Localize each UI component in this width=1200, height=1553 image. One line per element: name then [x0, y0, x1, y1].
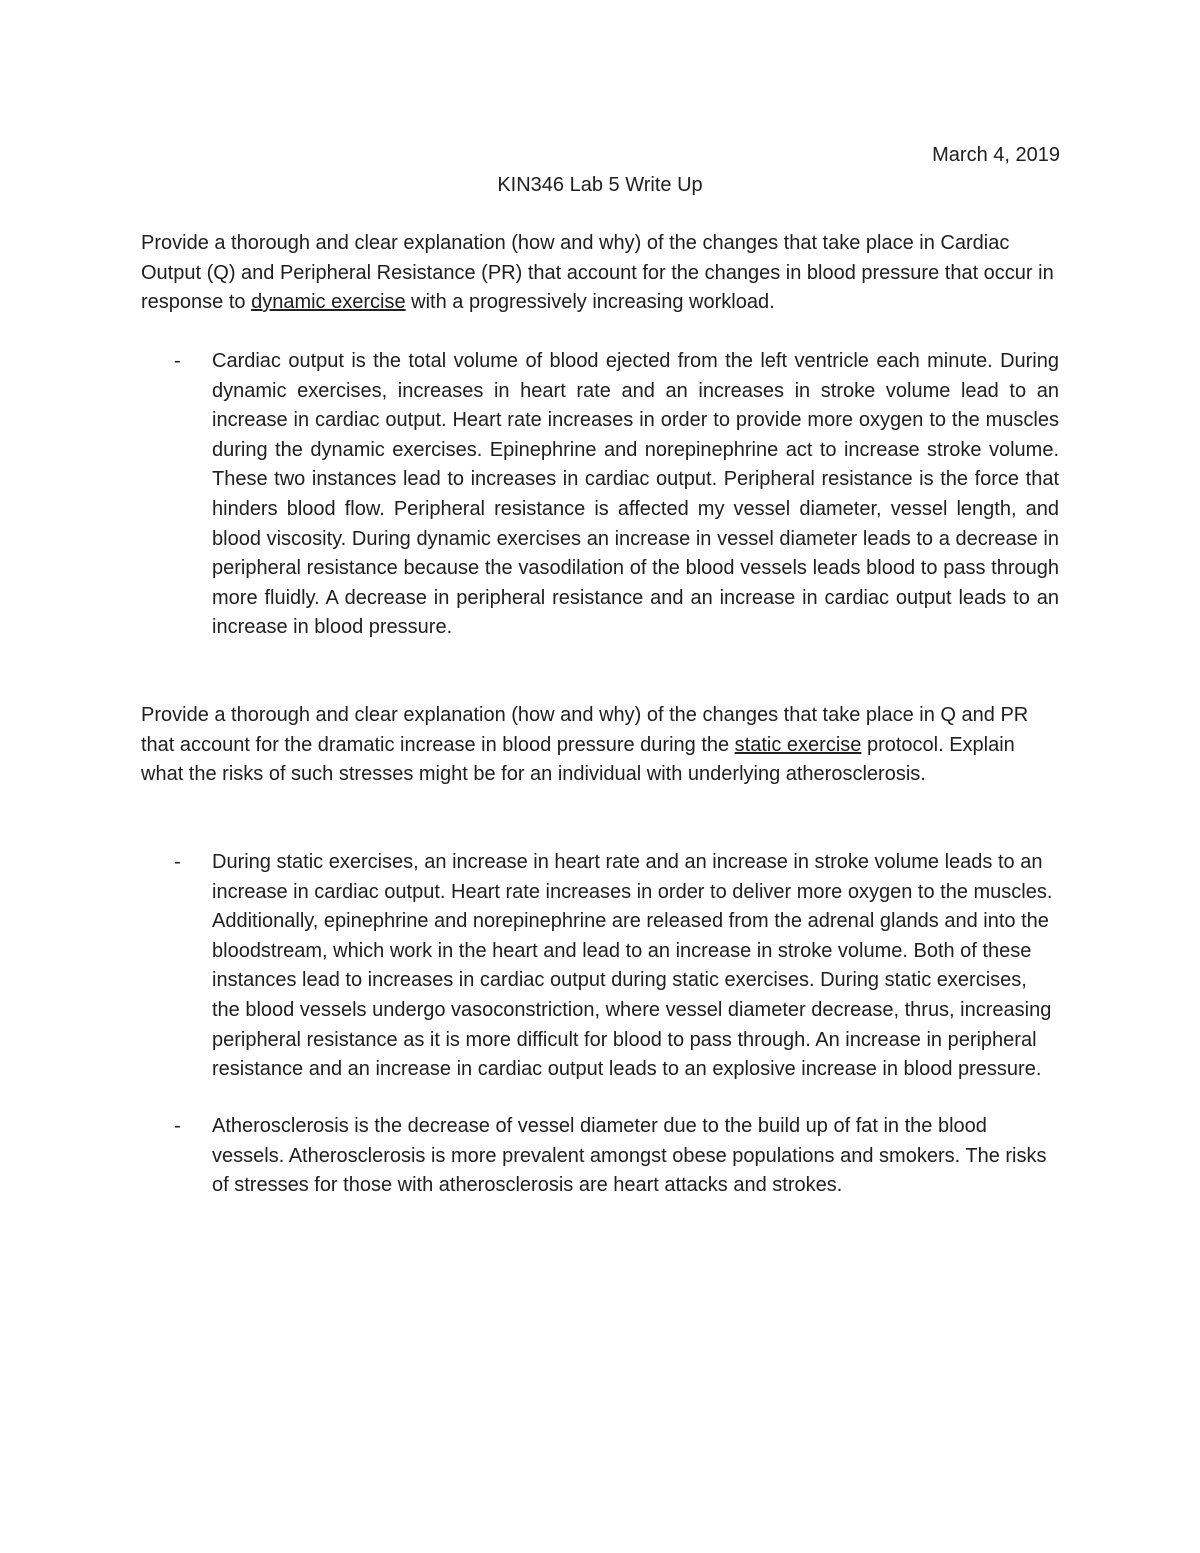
question-prompt-static	[141, 701, 1061, 790]
prompt-text: Provide a thorough and clear explanation (how and why) of the changes that take place in Cardiac Output (Q) and Peripheral Resistance (PR) that account for the changes in blood pressure that occur in response to	[141, 232, 1054, 314]
answer-bullet-atherosclerosis	[141, 1112, 1061, 1201]
prompt-text: protocol. Explain what the risks of such stresses might be for an individual with underlying atherosclerosis.	[141, 733, 1015, 786]
prompt-underlined-term: dynamic exercise	[251, 291, 406, 314]
prompt-text: Provide a thorough and clear explanation (how and why) of the changes that take place in Q and PR that account for the dramatic increase in blood pressure during the	[141, 704, 1029, 756]
document-date: March 4, 2019	[932, 144, 1060, 166]
bullet-text: Cardiac output is the total volume of blood ejected from the left ventricle each minute. During dynamic exercises, increases in heart rate and an increases in stroke volume lead to an increase in cardiac output. Heart rate increases in order to provide more oxygen to the muscles during the dynamic exercises. Epinephrine and norepinephrine act to increase stroke volume. These two instances lead to increases in cardiac output. Peripheral resistance is the force that hinders blood flow. Peripheral resistance is affected my vessel diameter, vessel length, and blood viscosity. During dynamic exercises an increase in vessel diameter leads to a decrease in peripheral resistance because the vasodilation of the blood vessels leads blood to pass through more fluidly. A decrease in peripheral resistance and an increase in cardiac output leads to an increase in blood pressure.	[212, 350, 1059, 639]
bullet-text: Atherosclerosis is the decrease of vessel diameter due to the build up of fat in the blood vessels. Atherosclerosis is more prevalent amongst obese populations and smokers. The risks of stresses for those with atherosclerosis are heart attacks and strokes.	[212, 1115, 1047, 1197]
bullet-dash: -	[174, 851, 181, 873]
answer-bullet-static	[141, 848, 1061, 1085]
prompt-text: with a progressively increasing workload.	[405, 291, 775, 314]
prompt-underlined-term: static exercise	[734, 733, 862, 756]
bullet-text: During static exercises, an increase in heart rate and an increase in stroke volume leads to an increase in cardiac output. Heart rate increases in order to deliver more oxygen to the muscles. Additionally, epinephrine and norepinephrine are released from the adrenal glands and into the bloodstream, which work in the heart and lead to an increase in stroke volume. Both of these instances lead to increases in cardiac output during static exercises. During static exercises, the blood vessels undergo vasoconstriction, where vessel diameter decrease, thrus, increasing peripheral resistance as it is more difficult for blood to pass through. An increase in peripheral resistance and an increase in cardiac output leads to an explosive increase in blood pressure.	[212, 851, 1053, 1081]
bullet-dash: -	[174, 350, 181, 372]
bullet-dash: -	[174, 1115, 181, 1137]
document-title: KIN346 Lab 5 Write Up	[497, 174, 703, 196]
answer-bullet-dynamic	[141, 347, 1061, 643]
question-prompt-dynamic	[141, 229, 1061, 318]
